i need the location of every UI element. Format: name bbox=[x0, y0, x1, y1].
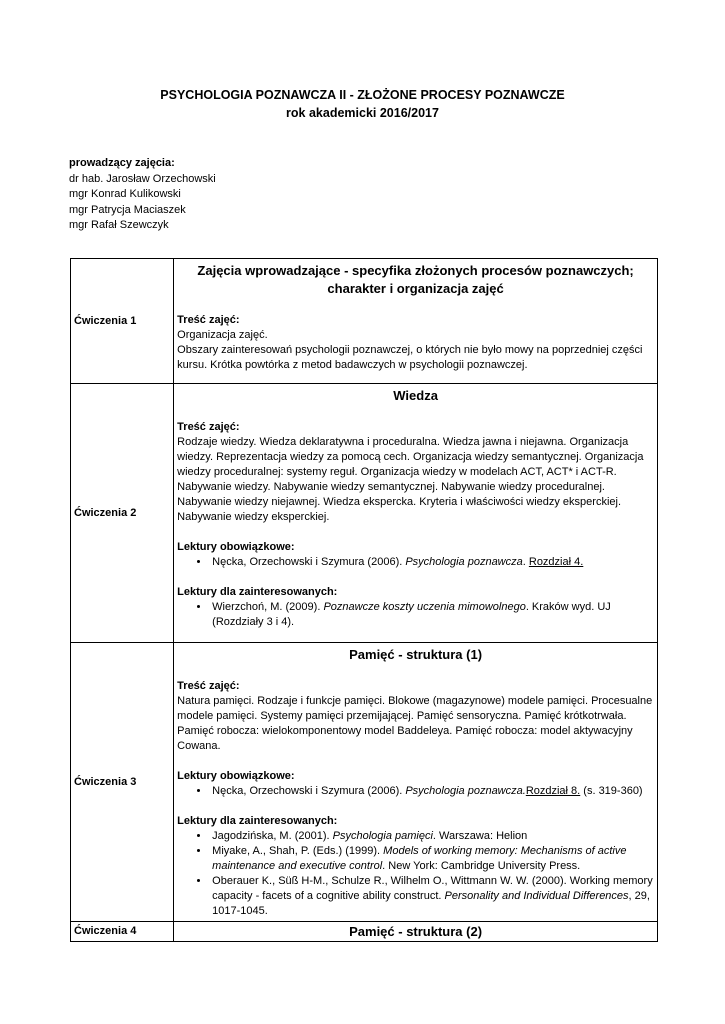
reading-item: • Nęcka, Orzechowski i Szymura (2006). Psychologia poznawcza.Rozdział 8. (s. 319-360) bbox=[210, 784, 654, 799]
session-content bbox=[174, 384, 658, 643]
content-text: Rodzaje wiedzy. Wiedza deklaratywna i proceduralna. Wiedza jawna i niejawna. Organizacja wiedzy. Reprezentacja wiedzy za pomocą cech. Organizacja wiedzy semantycznej. Organizacja wiedzy proceduralnej: systemy reguł. Organizacja wiedzy w modelach ACT, ACT* i ACT-R. Nabywanie wiedzy. Nabywanie wiedzy semantycznej. Nabywanie wiedzy proceduralnej. Nabywanie wiedzy niejawnej. Wiedza ekspercka. Kryteria i właściwości wiedzy eksperckiej. Nabywanie wiedzy eksperckiej. bbox=[177, 436, 644, 523]
session-label: Ćwiczenia 1 bbox=[71, 259, 174, 384]
instructor-name: mgr Patrycja Maciaszek bbox=[69, 203, 186, 216]
session-label: Ćwiczenia 2 bbox=[71, 384, 174, 643]
instructor-name: mgr Konrad Kulikowski bbox=[69, 188, 181, 200]
content-heading: Treść zajęć: bbox=[177, 680, 240, 692]
optional-readings-heading: Lektury dla zainteresowanych: bbox=[177, 586, 338, 598]
instructors-heading: prowadzący zajęcia: bbox=[69, 157, 175, 169]
reading-item: • Miyake, A., Shah, P. (Eds.) (1999). Models of working memory: Mechanisms of active maintenance and executive control. New York: Cambridge University Press. bbox=[210, 844, 654, 874]
session-content bbox=[174, 259, 658, 384]
instructor-name: dr hab. Jarosław Orzechowski bbox=[69, 172, 216, 185]
syllabus-table bbox=[70, 258, 658, 942]
optional-readings-list bbox=[177, 600, 654, 630]
session-title: Pamięć - struktura (1) bbox=[349, 647, 483, 662]
reading-item: • Wierzchoń, M. (2009). Poznawcze koszty uczenia mimowolnego. Kraków wyd. UJ (Rozdziały 3 i 4). bbox=[210, 600, 654, 630]
content-text: Natura pamięci. Rodzaje i funkcje pamięci. Blokowe (magazynowe) modele pamięci. Procesualne modele pamięci. Systemy pamięci przemijającej. Pamięć sensoryczna. Pamięć krótkotrwała. Pamięć robocza: wielokomponentowy model Baddeleya. Pamięć robocza: model aktywacyjny Cowana. bbox=[177, 695, 653, 752]
content-heading: Treść zajęć: bbox=[177, 421, 240, 433]
required-readings-list bbox=[177, 555, 654, 570]
session-label: Ćwiczenia 4 bbox=[71, 922, 174, 942]
academic-year: rok akademicki 2016/2017 bbox=[286, 106, 439, 120]
content-heading: Treść zajęć: bbox=[177, 314, 240, 326]
optional-readings-heading: Lektury dla zainteresowanych: bbox=[177, 815, 338, 827]
session-row bbox=[71, 259, 658, 384]
document-title-block bbox=[0, 86, 725, 122]
session-title: Pamięć - struktura (2) bbox=[349, 924, 483, 939]
reading-item: • Oberauer K., Süß H-M., Schulze R., Wilhelm O., Wittmann W. W. (2000). Working memory capacity - facets of a cognitive ability construct. Personality and Individual Differences, 29, 1017-1045. bbox=[210, 874, 654, 919]
document-title: PSYCHOLOGIA POZNAWCZA II - ZŁOŻONE PROCESY POZNAWCZE bbox=[160, 88, 565, 102]
required-readings-heading: Lektury obowiązkowe: bbox=[177, 770, 295, 782]
required-readings-heading: Lektury obowiązkowe: bbox=[177, 541, 295, 553]
session-title: Wiedza bbox=[393, 388, 438, 403]
reading-item: • Nęcka, Orzechowski i Szymura (2006). Psychologia poznawcza. Rozdział 4. bbox=[210, 555, 654, 570]
instructors-block bbox=[69, 156, 216, 234]
reading-item: • Jagodzińska, M. (2001). Psychologia pamięci. Warszawa: Helion bbox=[210, 829, 654, 844]
session-row bbox=[71, 384, 658, 643]
session-content bbox=[174, 922, 658, 942]
optional-readings-list bbox=[177, 829, 654, 919]
content-text: Obszary zainteresowań psychologii poznawczej, o których nie było mowy na poprzedniej części kursu. Krótka powtórka z metod badawczych w psychologii poznawczej. bbox=[177, 344, 643, 371]
session-title: Zajęcia wprowadzające - specyfika złożonych procesów poznawczych; charakter i organizacja zajęć bbox=[197, 263, 634, 296]
instructor-name: mgr Rafał Szewczyk bbox=[69, 219, 169, 231]
content-text: Organizacja zajęć. bbox=[177, 329, 268, 341]
required-readings-list bbox=[177, 784, 654, 799]
session-row bbox=[71, 643, 658, 922]
session-row bbox=[71, 922, 658, 942]
session-label: Ćwiczenia 3 bbox=[71, 643, 174, 922]
session-content bbox=[174, 643, 658, 922]
